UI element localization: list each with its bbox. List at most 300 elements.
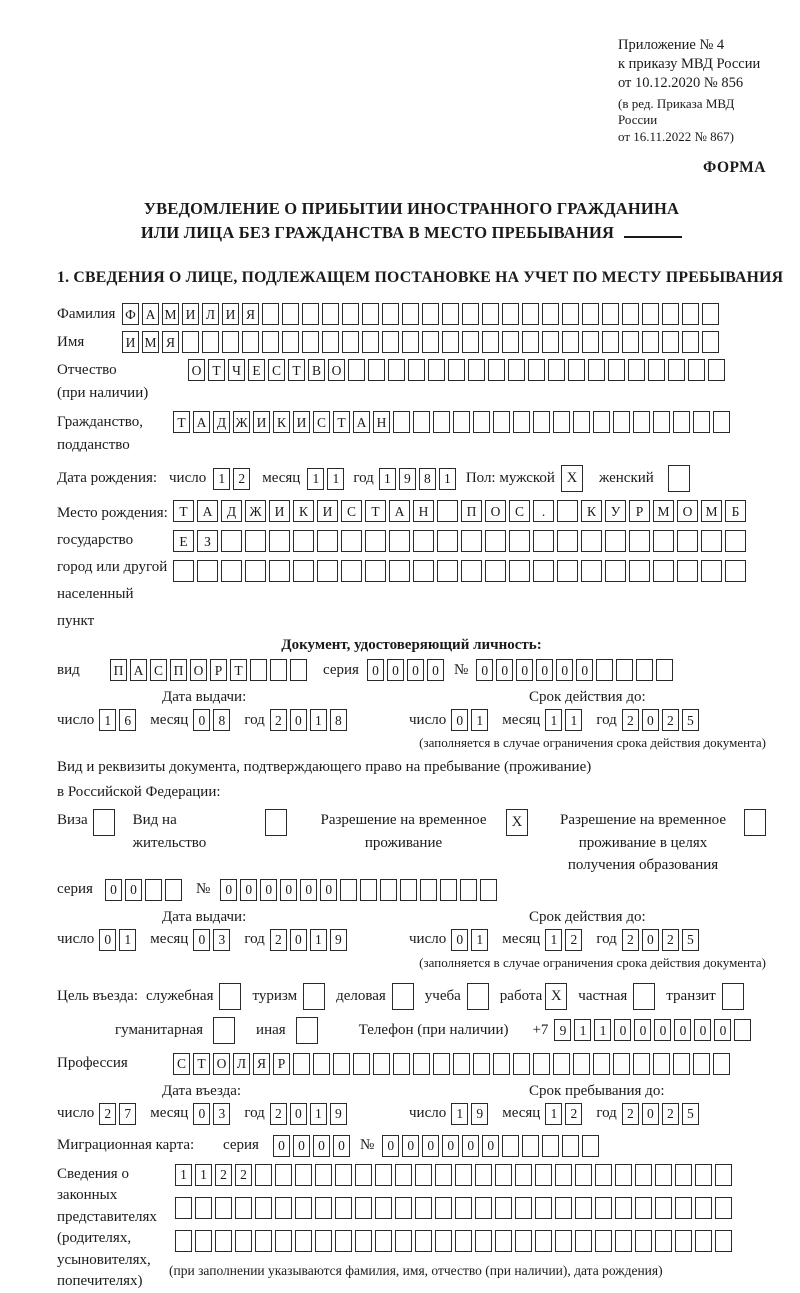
form-cell[interactable] <box>440 879 457 901</box>
doc-type-cells[interactable] <box>110 659 307 681</box>
form-cell[interactable]: Р <box>210 659 227 681</box>
form-cell[interactable] <box>382 331 399 353</box>
birth-place-cells-row3[interactable] <box>173 560 746 582</box>
form-cell[interactable] <box>695 1230 712 1252</box>
form-cell[interactable] <box>701 560 722 582</box>
form-cell[interactable]: К <box>581 500 602 522</box>
form-cell[interactable]: 5 <box>682 1103 699 1125</box>
form-cell[interactable] <box>275 1197 292 1219</box>
form-cell[interactable] <box>548 359 565 381</box>
form-cell[interactable]: 0 <box>714 1019 731 1041</box>
form-cell[interactable]: 9 <box>471 1103 488 1125</box>
form-cell[interactable]: Б <box>725 500 746 522</box>
form-cell[interactable]: Т <box>173 500 194 522</box>
form-cell[interactable]: Т <box>288 359 305 381</box>
form-cell[interactable] <box>422 303 439 325</box>
form-cell[interactable] <box>317 530 338 552</box>
form-cell[interactable]: Т <box>365 500 386 522</box>
form-cell[interactable] <box>653 411 670 433</box>
form-cell[interactable]: К <box>293 500 314 522</box>
form-cell[interactable] <box>293 560 314 582</box>
form-cell[interactable]: А <box>130 659 147 681</box>
form-cell[interactable] <box>555 1197 572 1219</box>
birth-place-cells-row2[interactable] <box>173 530 746 552</box>
form-cell[interactable] <box>633 1053 650 1075</box>
form-cell[interactable]: Я <box>242 303 259 325</box>
form-cell[interactable]: Т <box>193 1053 210 1075</box>
doc-issue-year[interactable] <box>270 709 347 731</box>
form-cell[interactable] <box>197 560 218 582</box>
form-cell[interactable]: 0 <box>99 929 116 951</box>
form-cell[interactable] <box>573 411 590 433</box>
form-cell[interactable]: 0 <box>260 879 277 901</box>
form-cell[interactable] <box>428 359 445 381</box>
form-cell[interactable] <box>708 359 725 381</box>
doc-issue-month[interactable] <box>193 709 230 731</box>
form-cell[interactable] <box>315 1164 332 1186</box>
form-cell[interactable] <box>145 879 162 901</box>
form-cell[interactable] <box>302 303 319 325</box>
form-cell[interactable]: 0 <box>293 1135 310 1157</box>
form-cell[interactable]: 8 <box>330 709 347 731</box>
form-cell[interactable] <box>355 1197 372 1219</box>
form-cell[interactable]: З <box>197 530 218 552</box>
form-cell[interactable]: 1 <box>439 468 456 490</box>
form-cell[interactable] <box>475 1164 492 1186</box>
form-cell[interactable] <box>402 303 419 325</box>
form-cell[interactable] <box>433 411 450 433</box>
form-cell[interactable] <box>677 560 698 582</box>
form-cell[interactable] <box>222 331 239 353</box>
form-cell[interactable] <box>340 879 357 901</box>
form-cell[interactable] <box>442 303 459 325</box>
form-cell[interactable]: А <box>142 303 159 325</box>
form-cell[interactable] <box>437 530 458 552</box>
form-cell[interactable] <box>342 303 359 325</box>
form-cell[interactable]: 1 <box>451 1103 468 1125</box>
form-cell[interactable] <box>221 560 242 582</box>
form-cell[interactable]: Л <box>233 1053 250 1075</box>
form-cell[interactable]: 2 <box>235 1164 252 1186</box>
option-temp-residence-checkbox[interactable]: X <box>506 809 528 836</box>
form-cell[interactable]: 0 <box>442 1135 459 1157</box>
form-cell[interactable]: 0 <box>300 879 317 901</box>
form-cell[interactable] <box>195 1230 212 1252</box>
migration-series-cells[interactable] <box>273 1135 350 1157</box>
form-cell[interactable]: 2 <box>662 709 679 731</box>
form-cell[interactable] <box>235 1197 252 1219</box>
form-cell[interactable]: 1 <box>471 709 488 731</box>
form-cell[interactable] <box>368 359 385 381</box>
form-cell[interactable] <box>582 303 599 325</box>
form-cell[interactable] <box>502 1135 519 1157</box>
form-cell[interactable] <box>693 411 710 433</box>
form-cell[interactable] <box>413 560 434 582</box>
form-cell[interactable] <box>195 1197 212 1219</box>
form-cell[interactable]: 3 <box>213 1103 230 1125</box>
form-cell[interactable]: 7 <box>119 1103 136 1125</box>
form-cell[interactable]: Т <box>333 411 350 433</box>
form-cell[interactable]: 0 <box>427 659 444 681</box>
form-cell[interactable] <box>453 1053 470 1075</box>
form-cell[interactable] <box>502 331 519 353</box>
form-cell[interactable]: 0 <box>496 659 513 681</box>
form-cell[interactable] <box>513 411 530 433</box>
birth-day-cells[interactable] <box>213 468 250 490</box>
form-cell[interactable] <box>702 331 719 353</box>
form-cell[interactable] <box>562 331 579 353</box>
form-cell[interactable] <box>668 359 685 381</box>
form-cell[interactable] <box>353 1053 370 1075</box>
form-cell[interactable]: 1 <box>175 1164 192 1186</box>
form-cell[interactable] <box>415 1197 432 1219</box>
form-cell[interactable] <box>322 331 339 353</box>
form-cell[interactable]: А <box>389 500 410 522</box>
form-cell[interactable]: 2 <box>270 1103 287 1125</box>
form-cell[interactable]: 9 <box>554 1019 571 1041</box>
form-cell[interactable] <box>655 1197 672 1219</box>
form-cell[interactable] <box>522 331 539 353</box>
residence-expiry-year[interactable] <box>622 929 699 951</box>
form-cell[interactable] <box>605 560 626 582</box>
form-cell[interactable]: 9 <box>399 468 416 490</box>
form-cell[interactable]: Ж <box>245 500 266 522</box>
form-cell[interactable] <box>509 530 530 552</box>
form-cell[interactable] <box>341 530 362 552</box>
form-cell[interactable] <box>648 359 665 381</box>
form-cell[interactable]: О <box>328 359 345 381</box>
form-cell[interactable]: Т <box>173 411 190 433</box>
form-cell[interactable] <box>317 560 338 582</box>
form-cell[interactable]: 2 <box>233 468 250 490</box>
form-cell[interactable]: Е <box>248 359 265 381</box>
form-cell[interactable] <box>485 560 506 582</box>
form-cell[interactable]: 0 <box>290 709 307 731</box>
form-cell[interactable]: 0 <box>634 1019 651 1041</box>
entry-month[interactable] <box>193 1103 230 1125</box>
form-cell[interactable] <box>633 411 650 433</box>
form-cell[interactable]: У <box>605 500 626 522</box>
form-cell[interactable] <box>725 530 746 552</box>
form-cell[interactable] <box>682 303 699 325</box>
form-cell[interactable] <box>715 1164 732 1186</box>
form-cell[interactable]: 0 <box>614 1019 631 1041</box>
form-cell[interactable] <box>616 659 633 681</box>
form-cell[interactable] <box>515 1230 532 1252</box>
form-cell[interactable] <box>355 1164 372 1186</box>
form-cell[interactable] <box>629 560 650 582</box>
patronymic-cells[interactable] <box>188 359 725 381</box>
form-cell[interactable]: С <box>173 1053 190 1075</box>
form-cell[interactable] <box>593 411 610 433</box>
form-cell[interactable] <box>475 1230 492 1252</box>
form-cell[interactable] <box>173 560 194 582</box>
form-cell[interactable] <box>255 1230 272 1252</box>
form-cell[interactable] <box>420 879 437 901</box>
form-cell[interactable] <box>636 659 653 681</box>
form-cell[interactable] <box>302 331 319 353</box>
form-cell[interactable]: А <box>193 411 210 433</box>
form-cell[interactable]: 1 <box>213 468 230 490</box>
form-cell[interactable] <box>293 530 314 552</box>
surname-cells[interactable] <box>122 303 719 325</box>
form-cell[interactable] <box>250 659 267 681</box>
form-cell[interactable] <box>555 1230 572 1252</box>
profession-cells[interactable] <box>173 1053 730 1075</box>
form-cell[interactable]: М <box>142 331 159 353</box>
purpose-tourism-checkbox[interactable] <box>303 983 325 1010</box>
form-cell[interactable] <box>342 331 359 353</box>
form-cell[interactable] <box>562 1135 579 1157</box>
stay-year[interactable] <box>622 1103 699 1125</box>
form-cell[interactable] <box>433 1053 450 1075</box>
form-cell[interactable]: 0 <box>642 1103 659 1125</box>
form-cell[interactable] <box>557 530 578 552</box>
form-cell[interactable] <box>655 1164 672 1186</box>
form-cell[interactable] <box>395 1230 412 1252</box>
form-cell[interactable] <box>702 303 719 325</box>
form-cell[interactable]: 0 <box>674 1019 691 1041</box>
form-cell[interactable] <box>582 1135 599 1157</box>
form-cell[interactable] <box>348 359 365 381</box>
residence-expiry-month[interactable] <box>545 929 582 951</box>
form-cell[interactable] <box>262 331 279 353</box>
form-cell[interactable]: Т <box>208 359 225 381</box>
form-cell[interactable]: 1 <box>545 1103 562 1125</box>
form-cell[interactable] <box>437 560 458 582</box>
form-cell[interactable] <box>602 303 619 325</box>
migration-number-cells[interactable] <box>382 1135 599 1157</box>
form-cell[interactable]: 0 <box>280 879 297 901</box>
purpose-private-checkbox[interactable] <box>633 983 655 1010</box>
form-cell[interactable] <box>695 1164 712 1186</box>
form-cell[interactable]: 0 <box>273 1135 290 1157</box>
form-cell[interactable] <box>615 1230 632 1252</box>
form-cell[interactable]: К <box>273 411 290 433</box>
form-cell[interactable] <box>415 1230 432 1252</box>
form-cell[interactable]: 5 <box>682 929 699 951</box>
form-cell[interactable]: 0 <box>516 659 533 681</box>
purpose-humanitarian-checkbox[interactable] <box>213 1017 235 1044</box>
form-cell[interactable]: 2 <box>270 709 287 731</box>
form-cell[interactable] <box>533 411 550 433</box>
form-cell[interactable] <box>701 530 722 552</box>
form-cell[interactable]: 0 <box>387 659 404 681</box>
form-cell[interactable] <box>395 1197 412 1219</box>
form-cell[interactable]: 1 <box>119 929 136 951</box>
form-cell[interactable]: П <box>170 659 187 681</box>
form-cell[interactable] <box>413 530 434 552</box>
entry-day[interactable] <box>99 1103 136 1125</box>
form-cell[interactable] <box>375 1164 392 1186</box>
form-cell[interactable] <box>435 1197 452 1219</box>
option-temp-residence-edu-checkbox[interactable] <box>744 809 766 836</box>
birth-month-cells[interactable] <box>307 468 344 490</box>
form-cell[interactable] <box>415 1164 432 1186</box>
form-cell[interactable]: 0 <box>642 709 659 731</box>
residence-expiry-day[interactable] <box>451 929 488 951</box>
form-cell[interactable] <box>435 1230 452 1252</box>
form-cell[interactable]: 0 <box>482 1135 499 1157</box>
form-cell[interactable] <box>635 1197 652 1219</box>
form-cell[interactable] <box>269 560 290 582</box>
form-cell[interactable] <box>595 1230 612 1252</box>
form-cell[interactable] <box>553 1053 570 1075</box>
form-cell[interactable]: С <box>509 500 530 522</box>
form-cell[interactable]: П <box>461 500 482 522</box>
form-cell[interactable] <box>662 331 679 353</box>
form-cell[interactable]: С <box>341 500 362 522</box>
form-cell[interactable]: Р <box>273 1053 290 1075</box>
form-cell[interactable] <box>533 560 554 582</box>
doc-issue-day[interactable] <box>99 709 136 731</box>
form-cell[interactable] <box>533 530 554 552</box>
form-cell[interactable]: 0 <box>382 1135 399 1157</box>
form-cell[interactable] <box>382 303 399 325</box>
form-cell[interactable] <box>461 560 482 582</box>
form-cell[interactable]: 0 <box>451 709 468 731</box>
form-cell[interactable] <box>615 1197 632 1219</box>
form-cell[interactable]: 1 <box>310 709 327 731</box>
form-cell[interactable] <box>215 1230 232 1252</box>
form-cell[interactable]: 2 <box>99 1103 116 1125</box>
form-cell[interactable] <box>495 1164 512 1186</box>
form-cell[interactable]: П <box>110 659 127 681</box>
form-cell[interactable]: 1 <box>565 709 582 731</box>
form-cell[interactable]: М <box>162 303 179 325</box>
form-cell[interactable] <box>437 500 458 522</box>
form-cell[interactable] <box>595 1197 612 1219</box>
doc-expiry-year[interactable] <box>622 709 699 731</box>
form-cell[interactable] <box>642 331 659 353</box>
form-cell[interactable] <box>553 411 570 433</box>
residence-issue-month[interactable] <box>193 929 230 951</box>
form-cell[interactable]: 2 <box>215 1164 232 1186</box>
form-cell[interactable] <box>557 560 578 582</box>
form-cell[interactable] <box>245 560 266 582</box>
form-cell[interactable] <box>242 331 259 353</box>
form-cell[interactable] <box>713 411 730 433</box>
doc-number-cells[interactable] <box>476 659 673 681</box>
form-cell[interactable]: О <box>677 500 698 522</box>
representatives-cells-row2[interactable] <box>175 1197 732 1219</box>
form-cell[interactable]: 0 <box>642 929 659 951</box>
form-cell[interactable] <box>413 411 430 433</box>
form-cell[interactable]: 1 <box>99 709 116 731</box>
form-cell[interactable]: 2 <box>662 1103 679 1125</box>
form-cell[interactable]: Р <box>629 500 650 522</box>
form-cell[interactable]: 1 <box>195 1164 212 1186</box>
form-cell[interactable] <box>365 530 386 552</box>
form-cell[interactable] <box>461 530 482 552</box>
residence-number-cells[interactable] <box>220 879 497 901</box>
form-cell[interactable] <box>688 359 705 381</box>
form-cell[interactable] <box>642 303 659 325</box>
form-cell[interactable] <box>373 1053 390 1075</box>
form-cell[interactable] <box>355 1230 372 1252</box>
form-cell[interactable] <box>675 1230 692 1252</box>
form-cell[interactable]: В <box>308 359 325 381</box>
form-cell[interactable] <box>488 359 505 381</box>
form-cell[interactable]: И <box>122 331 139 353</box>
form-cell[interactable]: 1 <box>307 468 324 490</box>
purpose-work-checkbox[interactable]: X <box>545 983 567 1010</box>
form-cell[interactable] <box>413 1053 430 1075</box>
residence-issue-year[interactable] <box>270 929 347 951</box>
form-cell[interactable] <box>502 303 519 325</box>
form-cell[interactable] <box>515 1197 532 1219</box>
form-cell[interactable]: Ф <box>122 303 139 325</box>
form-cell[interactable] <box>455 1164 472 1186</box>
form-cell[interactable] <box>262 303 279 325</box>
form-cell[interactable] <box>408 359 425 381</box>
form-cell[interactable] <box>608 359 625 381</box>
form-cell[interactable] <box>715 1230 732 1252</box>
form-cell[interactable] <box>557 500 578 522</box>
form-cell[interactable] <box>655 1230 672 1252</box>
form-cell[interactable] <box>255 1164 272 1186</box>
form-cell[interactable] <box>573 1053 590 1075</box>
form-cell[interactable] <box>475 1197 492 1219</box>
form-cell[interactable]: 2 <box>662 929 679 951</box>
option-visa-checkbox[interactable] <box>93 809 115 836</box>
form-cell[interactable] <box>542 1135 559 1157</box>
form-cell[interactable] <box>365 560 386 582</box>
form-cell[interactable]: Ч <box>228 359 245 381</box>
birth-place-cells-row1[interactable] <box>173 500 746 522</box>
form-cell[interactable] <box>313 1053 330 1075</box>
form-cell[interactable]: 1 <box>310 929 327 951</box>
form-cell[interactable]: А <box>197 500 218 522</box>
form-cell[interactable]: Н <box>373 411 390 433</box>
phone-cells[interactable] <box>554 1019 751 1041</box>
form-cell[interactable]: 0 <box>333 1135 350 1157</box>
form-cell[interactable]: 0 <box>422 1135 439 1157</box>
form-cell[interactable] <box>453 411 470 433</box>
form-cell[interactable] <box>422 331 439 353</box>
doc-expiry-day[interactable] <box>451 709 488 731</box>
representatives-cells-row1[interactable] <box>175 1164 732 1186</box>
form-cell[interactable] <box>677 530 698 552</box>
form-cell[interactable]: С <box>313 411 330 433</box>
form-cell[interactable]: 0 <box>654 1019 671 1041</box>
form-cell[interactable] <box>522 1135 539 1157</box>
form-cell[interactable] <box>322 303 339 325</box>
form-cell[interactable]: 0 <box>367 659 384 681</box>
form-cell[interactable]: 0 <box>105 879 122 901</box>
form-cell[interactable] <box>582 331 599 353</box>
form-cell[interactable] <box>662 303 679 325</box>
form-cell[interactable]: 2 <box>622 1103 639 1125</box>
form-cell[interactable] <box>175 1230 192 1252</box>
form-cell[interactable] <box>513 1053 530 1075</box>
form-cell[interactable] <box>602 331 619 353</box>
form-cell[interactable]: О <box>485 500 506 522</box>
form-cell[interactable]: 1 <box>471 929 488 951</box>
form-cell[interactable] <box>493 411 510 433</box>
representatives-cells-row3[interactable] <box>175 1230 732 1252</box>
form-cell[interactable] <box>295 1164 312 1186</box>
form-cell[interactable]: 0 <box>290 1103 307 1125</box>
form-cell[interactable] <box>375 1197 392 1219</box>
form-cell[interactable] <box>295 1230 312 1252</box>
form-cell[interactable] <box>495 1197 512 1219</box>
form-cell[interactable] <box>675 1197 692 1219</box>
form-cell[interactable]: Д <box>213 411 230 433</box>
form-cell[interactable] <box>673 411 690 433</box>
form-cell[interactable] <box>715 1197 732 1219</box>
form-cell[interactable] <box>495 1230 512 1252</box>
